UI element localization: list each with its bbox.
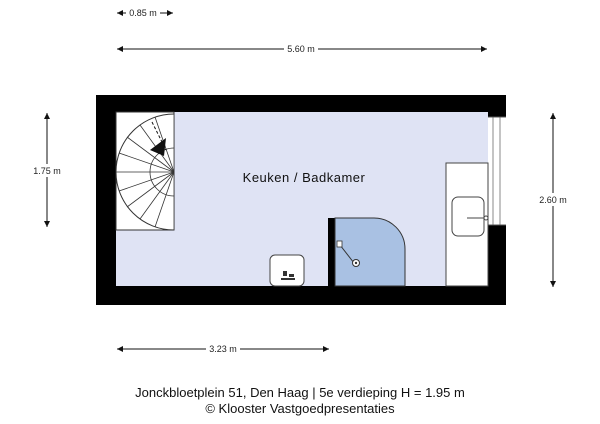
caption-copyright: © Klooster Vastgoedpresentaties (205, 401, 395, 416)
dimension-left-label: 1.75 m (33, 166, 61, 176)
dimension-left (30, 113, 64, 227)
kitchen-counter (446, 163, 488, 286)
dimension-top-full (117, 42, 487, 55)
room-label: Keuken / Badkamer (242, 170, 366, 185)
dimension-bottom-label: 3.23 m (209, 344, 237, 354)
caption-address: Jonckbloetplein 51, Den Haag | 5e verdieping H = 1.95 m (135, 385, 465, 400)
dimension-top-small (117, 6, 173, 19)
dimension-top-small-label: 0.85 m (129, 8, 157, 18)
dimension-right (536, 113, 570, 287)
dimension-top-full-label: 5.60 m (287, 44, 315, 54)
spiral-staircase (116, 112, 174, 230)
toilet (270, 255, 304, 286)
window (488, 117, 506, 225)
shower (328, 218, 405, 286)
dimension-right-label: 2.60 m (539, 195, 567, 205)
dimension-bottom (117, 342, 329, 355)
